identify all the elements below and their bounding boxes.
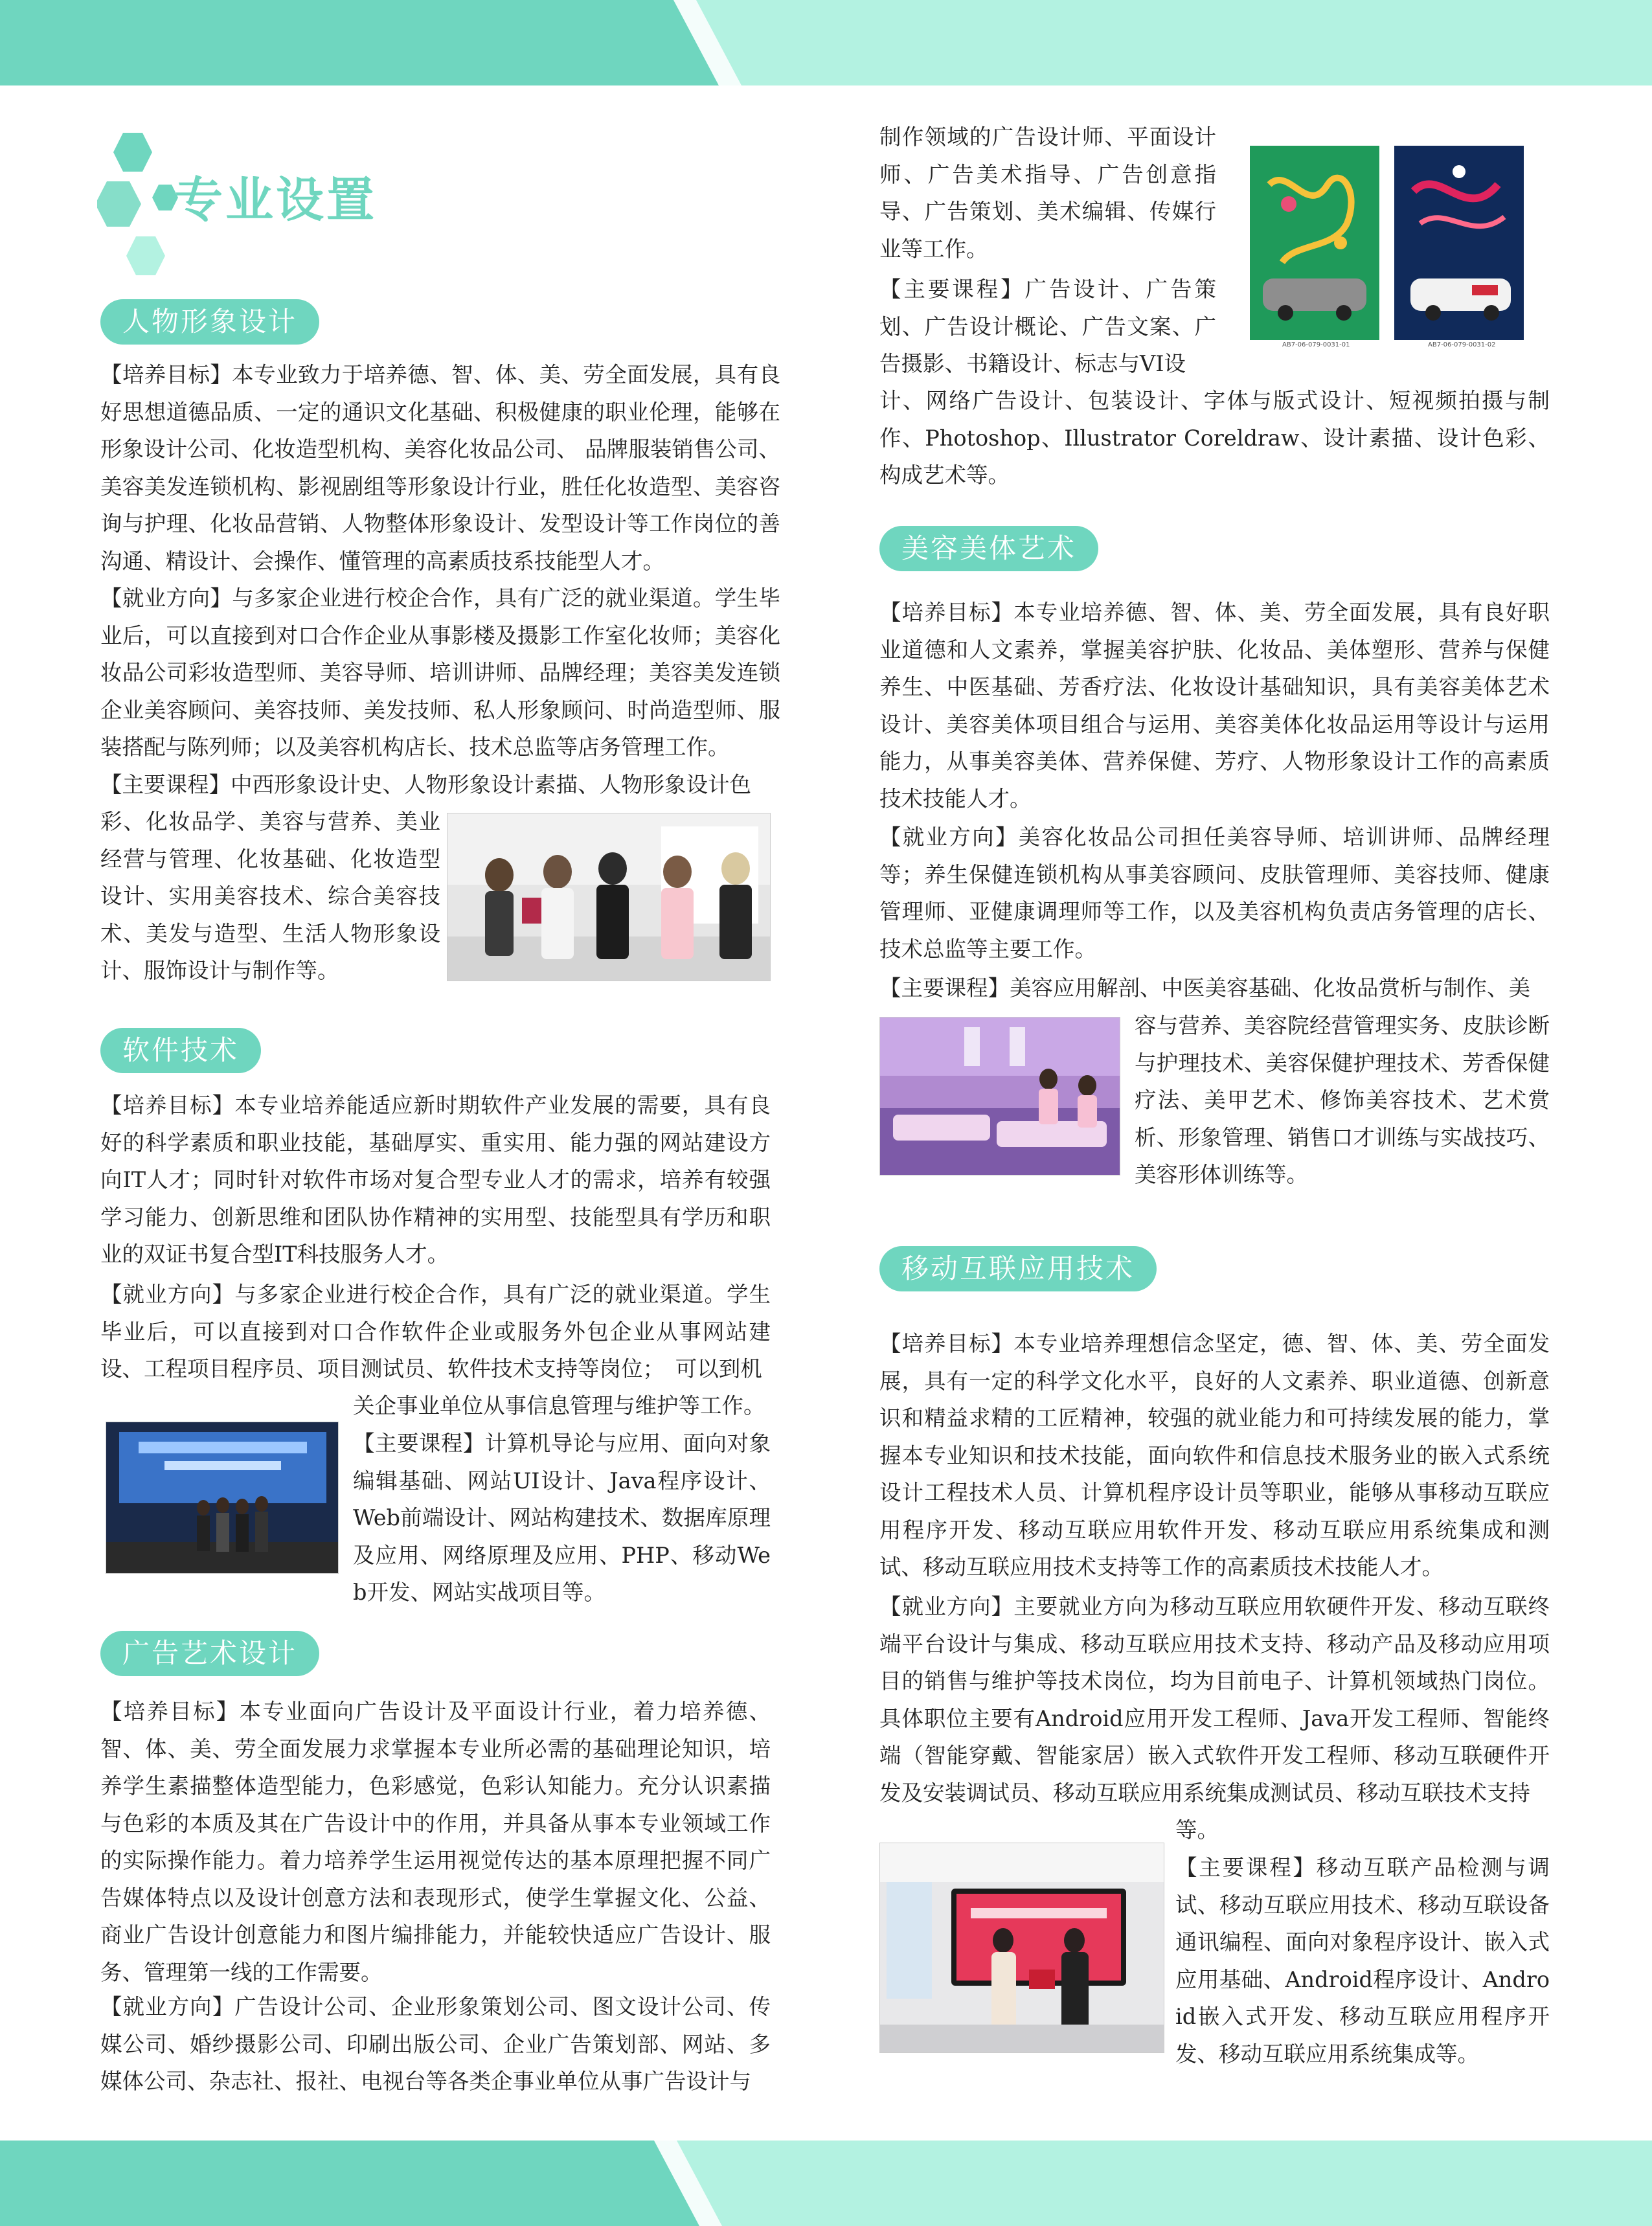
meirong-courses-line1: 【主要课程】美容应用解剖、中医美容基础、化妆品赏析与制作、美 — [879, 975, 1530, 1001]
section-heading-ruanjian: 软件技术 — [100, 1028, 261, 1073]
yidong-career: 【就业方向】主要就业方向为移动互联应用软硬件开发、移动互联终端平台设计与集成、移动互联应用技术支持、移动产品及移动应用项目的销售与维护等技术岗位，均为目前电子、计算机领域热门岗位。具体职位主要有Android应用开发工程师、Java开发工程师、智能终端（智能穿戴、智能家居）嵌入式软件开发工程师、移动互联硬件开发及安装调试员、移动互联应用系统集成测试员、移动互联技术支持 — [879, 1594, 1550, 1806]
bottom-band-shapes — [0, 2141, 1652, 2226]
renwu-goal: 【培养目标】本专业致力于培养德、智、体、美、劳全面发展，具有良好思想道德品质、一定的通识文化基础、积极健康的职业伦理，能够在形象设计公司、化妆造型机构、美容化妆品公司、 品牌服装销售公司、美容美发连锁机构、影视剧组等形象设计行业，胜任化妆造型、美容咨询与护理、化妆品营销、人物整体形象设计、发型设计等工作岗位的善沟通、精设计、会操作、懂管理的高素质技系技能型人才。 — [100, 362, 780, 574]
renwu-courses-line1: 【主要课程】中西形象设计史、人物形象设计素描、人物形象设计色 — [100, 772, 751, 797]
section-heading-guanggao: 广告艺术设计 — [100, 1631, 319, 1676]
meirong-courses-rest: 容与营养、美容院经营管理实务、皮肤诊断与护理技术、美容保健护理技术、芳香保健疗法、美甲艺术、修饰美容技术、艺术赏析、形象管理、销售口才训练与实战技巧、美容形体训练等。 — [1135, 1013, 1550, 1187]
meirong-career: 【就业方向】美容化妆品公司担任美容导师、培训讲师、品牌经理等；养生保健连锁机构从事美容顾问、皮肤管理师、美容技师、健康管理师、亚健康调理师等工作，以及美容机构负责店务管理的店长、技术总监等主要工作。 — [879, 824, 1550, 962]
ad-poster-1 — [1250, 146, 1379, 340]
software-competition-photo — [106, 1422, 339, 1574]
ruanjian-career: 【就业方向】与多家企业进行校企合作，具有广泛的就业渠道。学生毕业后，可以直接到对口合作软件企业或服务外包企业从事网站建设、工程项目程序员、项目测试员、软件技术支持等岗位； 可以到机 — [100, 1282, 771, 1381]
ad-poster-2 — [1394, 146, 1524, 340]
beauty-salon-photo — [879, 1017, 1120, 1175]
ruanjian-career-cont: 关企事业单位从事信息管理与维护等工作。 — [353, 1393, 765, 1418]
signing-ceremony-photo — [879, 1843, 1164, 2053]
meirong-goal: 【培养目标】本专业培养德、智、体、美、劳全面发展，具有良好职业道德和人文素养，掌握美容护肤、化妆品、美体塑形、营养与保健养生、中医基础、芳香疗法、化妆设计基础知识，具有美容美体艺术设计、美容美体项目组合与运用、美容美体化妆品运用等设计与运用能力，从事美容美体、营养保健、芳疗、人物形象设计工作的高素质技术技能人才。 — [879, 600, 1550, 812]
bottom-band — [0, 2141, 1652, 2226]
guanggao-courses-rest: 计、网络广告设计、包装设计、字体与版式设计、短视频拍摄与制作、Photoshop、Illustrator Coreldraw、设计素描、设计色彩、构成艺术等。 — [879, 388, 1550, 488]
guanggao-career-cont: 制作领域的广告设计师、平面设计师、广告美术指导、广告创意指导、广告策划、美术编辑、传媒行业等工作。 — [879, 124, 1216, 262]
yidong-goal: 【培养目标】本专业培养理想信念坚定，德、智、体、美、劳全面发展，具有一定的科学文化水平，良好的人文素养、职业道德、创新意识和精益求精的工匠精神，较强的就业能力和可持续发展的能力，掌握本专业知识和技术技能，面向软件和信息技术服务业的嵌入式系统设计工程技术人员、计算机程序设计员等职业，能够从事移动互联应用程序开发、移动互联应用软件开发、移动互联应用系统集成和测试、移动互联应用技术支持等工作的高素质技术技能人才。 — [879, 1331, 1550, 1580]
yidong-career-cont: 等。 — [1175, 1817, 1219, 1843]
ruanjian-courses: 【主要课程】计算机导论与应用、面向对象编辑基础、网站UI设计、Java程序设计、Web前端设计、网站构建技术、数据库原理及应用、网络原理及应用、PHP、移动Web开发、网站实战项目等。 — [353, 1431, 771, 1605]
page-title: 专业设置 — [175, 172, 377, 228]
guanggao-goal: 【培养目标】本专业面向广告设计及平面设计行业，着力培养德、智、体、美、劳全面发展力求掌握本专业所必需的基础理论知识，培养学生素描整体造型能力，色彩感觉，色彩认知能力。充分认识素描与色彩的本质及其在广告设计中的作用，并具备从事本专业领域工作的实际操作能力。着力培养学生运用视觉传达的基本原理把握不同广告媒体特点以及设计创意方法和表现形式，使学生掌握文化、公益、商业广告设计创意能力和图片编排能力，并能较快适应广告设计、服务、管理第一线的工作需要。 — [100, 1699, 771, 1985]
yidong-courses: 【主要课程】移动互联产品检测与调试、移动互联应用技术、移动互联设备通讯编程、面向对象程序设计、嵌入式应用基础、Android程序设计、Android嵌入式开发、移动互联应用程序开发、移动互联应用系统集成等。 — [1175, 1855, 1550, 2067]
top-band — [0, 0, 1652, 85]
ad-poster-1-caption: AB7-06-079-0031-01 — [1282, 341, 1350, 348]
guanggao-career: 【就业方向】广告设计公司、企业形象策划公司、图文设计公司、传媒公司、婚纱摄影公司、印刷出版公司、企业广告策划部、网站、多媒体公司、杂志社、报社、电视台等各类企事业单位从事广告设计与 — [100, 1994, 771, 2094]
section-heading-meirong: 美容美体艺术 — [879, 526, 1098, 571]
section-heading-yidong: 移动互联应用技术 — [879, 1246, 1157, 1291]
renwu-career: 【就业方向】与多家企业进行校企合作，具有广泛的就业渠道。学生毕业后，可以直接到对口合作企业从事影楼及摄影工作室化妆师；美容化妆品公司彩妆造型师、美容导师、培训讲师、品牌经理；美容美发连锁企业美容顾问、美容技师、美发技师、私人形象顾问、时尚造型师、服装搭配与陈列师；以及美容机构店长、技术总监等店务管理工作。 — [100, 585, 780, 760]
makeup-class-photo — [447, 813, 771, 981]
ruanjian-goal: 【培养目标】本专业培养能适应新时期软件产业发展的需要，具有良好的科学素质和职业技能，基础厚实、重实用、能力强的网站建设方向IT人才；同时针对软件市场对复合型专业人才的需求，培养有较强学习能力、创新思维和团队协作精神的实用型、技能型具有学历和职业的双证书复合型IT科技服务人才。 — [100, 1093, 771, 1267]
section-heading-renwu: 人物形象设计 — [100, 299, 319, 345]
top-band-shapes — [0, 0, 1652, 85]
renwu-courses-rest: 彩、化妆品学、美容与营养、美业经营与管理、化妆基础、化妆造型设计、实用美容技术、综合美容技术、美发与造型、生活人物形象设计、服饰设计与制作等。 — [100, 809, 440, 983]
ad-poster-2-caption: AB7-06-079-0031-02 — [1428, 341, 1496, 348]
guanggao-courses-line1: 【主要课程】广告设计、广告策划、广告设计概论、广告文案、广告摄影、书籍设计、标志与VI设 — [879, 277, 1216, 376]
